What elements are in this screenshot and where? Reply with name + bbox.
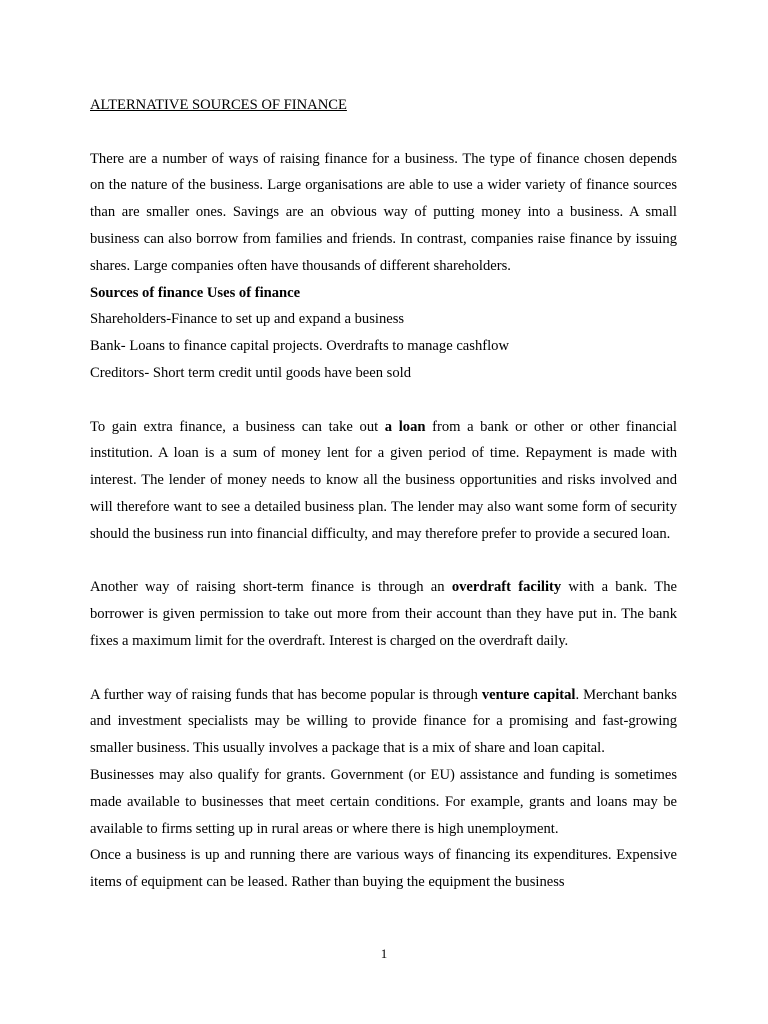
paragraph-gap <box>90 655 677 682</box>
source-item-bank: Bank- Loans to finance capital projects. Overdrafts to manage cashflow <box>90 338 510 355</box>
overdraft-term: overdraft facility <box>451 579 562 596</box>
paragraph-loan <box>90 414 677 548</box>
sources-heading <box>90 280 677 307</box>
venture-text-before: A further way of raising funds that has become popular is through <box>90 686 482 703</box>
paragraph-overdraft <box>90 574 677 654</box>
paragraph-intro: There are a number of ways of raising finance for a business. The type of finance chosen depends on the nature of the business. Large organisations are able to use a wider variety of finance sources than are smaller ones. Savings are an obvious way of putting money into a business. A small business can also borrow from families and friends. In contrast, companies raise finance by issuing shares. Large companies often have thousands of different shareholders. <box>90 150 677 274</box>
overdraft-text-before: Another way of raising short-term finance is through an <box>90 579 452 596</box>
loan-text-before: To gain extra finance, a business can take out <box>90 418 385 435</box>
loan-term: a loan <box>384 418 426 435</box>
loan-text-after: from a bank or other or other financial institution. A loan is a sum of money lent for a given period of time. Repayment is made with interest. The lender of money needs to know all the business opportunities and risks involved and will therefore want to see a detailed business plan. The lender may also want some form of security should the business run into financial difficulty, and may therefore prefer to provide a secured loan. <box>90 418 677 542</box>
page-number: 1 <box>380 946 388 961</box>
source-item-creditors: Creditors- Short term credit until goods have been sold <box>90 364 411 381</box>
paragraph-gap <box>90 387 677 414</box>
source-item-shareholders: Shareholders-Finance to set up and expand a business <box>90 311 405 328</box>
document-body <box>90 92 677 896</box>
paragraph-grants: Businesses may also qualify for grants. Government (or EU) assistance and funding is sometimes made available to businesses that meet certain conditions. For example, grants and loans may be available to firms setting up in rural areas or where there is high unemployment. <box>90 766 677 837</box>
document-title: ALTERNATIVE SOURCES OF FINANCE <box>90 97 347 113</box>
venture-text-after: . Merchant banks and investment specialists may be willing to provide finance for a promising and fast-growing smaller business. This usually involves a package that is a mix of share and loan capital. <box>90 686 677 757</box>
sources-heading-text: Sources of finance Uses of finance <box>90 284 301 301</box>
venture-capital-term: venture capital <box>481 686 576 703</box>
overdraft-text-after: with a bank. The borrower is given permission to take out more from their account than they have put in. The bank fixes a maximum limit for the overdraft. Interest is charged on the overdraft daily. <box>90 579 677 649</box>
paragraph-leasing: Once a business is up and running there are various ways of financing its expenditures. Expensive items of equipment can be leased. Rather than buying the equipment the business <box>90 847 677 891</box>
paragraph-venture-capital <box>90 682 677 762</box>
paragraph-gap <box>90 548 677 575</box>
